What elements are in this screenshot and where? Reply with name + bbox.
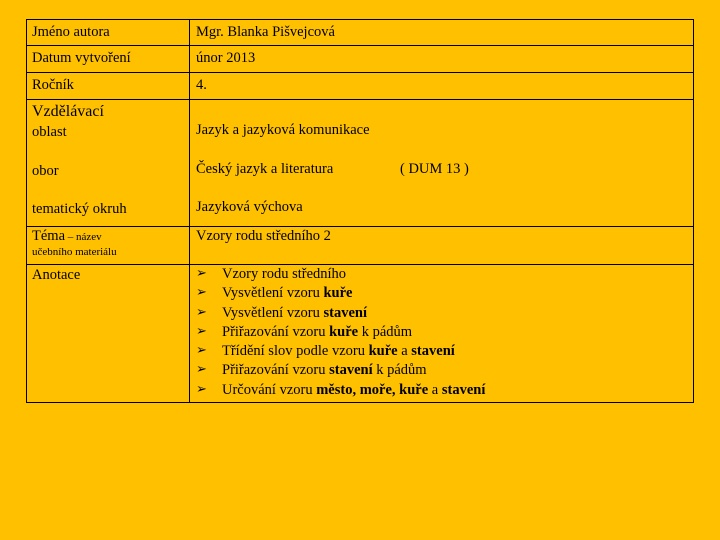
annotation-item-text	[222, 383, 485, 398]
topic-label	[32, 229, 102, 244]
annotation-item-part: k pádům	[358, 323, 413, 340]
annotation-item-text	[222, 306, 367, 321]
annotation-item-part: Přiřazování vzoru	[222, 323, 330, 340]
area-value: Jazyk a jazyková komunikace	[196, 122, 370, 138]
grade-label: Ročník	[32, 77, 74, 93]
annotation-item	[196, 306, 485, 325]
annotation-item-bold: kuře	[329, 323, 359, 340]
annotation-item	[196, 383, 485, 402]
topic-area-value: Jazyková výchova	[196, 199, 303, 215]
area-label-line1: Vzdělávací	[32, 103, 104, 120]
topic-label-main: Téma	[32, 228, 66, 244]
arrow-bullet-icon: ➢	[196, 381, 207, 397]
date-value: únor 2013	[196, 50, 256, 66]
annotation-item-bold: stavení	[329, 362, 373, 379]
annotation-item-bold: stavení	[441, 381, 486, 398]
field-label: obor	[32, 163, 59, 179]
annotation-item-text	[222, 286, 352, 301]
table-row-divider	[26, 264, 694, 265]
grade-value: 4.	[196, 77, 207, 93]
table-border-top	[26, 19, 694, 20]
date-label: Datum vytvoření	[32, 50, 131, 66]
dum-code: ( DUM 13 )	[400, 161, 469, 177]
table-row-divider	[26, 45, 694, 46]
field-value: Český jazyk a literatura	[196, 161, 334, 177]
annotation-item	[196, 286, 485, 305]
annotation-item-text	[222, 325, 412, 340]
annotation-label: Anotace	[32, 267, 81, 283]
topic-label-line2: učebního materiálu	[32, 246, 117, 258]
annotation-item-part: k pádům	[372, 362, 427, 379]
annotation-item-part: Určování vzoru	[222, 381, 317, 398]
arrow-bullet-icon: ➢	[196, 323, 207, 339]
table-row-divider	[26, 226, 694, 227]
topic-value: Vzory rodu středního 2	[196, 228, 331, 244]
table-border-bottom	[26, 402, 694, 403]
annotation-item-part: Vysvětlení vzoru	[222, 304, 324, 321]
arrow-bullet-icon: ➢	[196, 266, 207, 281]
annotation-item-text	[222, 267, 346, 282]
annotation-item-text	[222, 344, 455, 359]
arrow-bullet-icon: ➢	[196, 285, 207, 301]
annotation-list	[196, 267, 485, 402]
author-label: Jméno autora	[32, 24, 110, 40]
annotation-item-part: Třídění slov podle vzoru	[222, 343, 369, 360]
annotation-item-bold: stavení	[411, 343, 455, 360]
annotation-item-part: a	[397, 343, 412, 360]
topic-label-suffix: – název	[65, 231, 102, 243]
table-border-right	[693, 19, 694, 403]
annotation-item	[196, 363, 485, 382]
table-row-divider	[26, 99, 694, 100]
arrow-bullet-icon: ➢	[196, 343, 207, 359]
arrow-bullet-icon: ➢	[196, 362, 207, 378]
annotation-item-part: Vzory rodu středního	[222, 266, 347, 282]
arrow-bullet-icon: ➢	[196, 304, 207, 320]
table-border-left	[26, 19, 27, 403]
annotation-item-text	[222, 363, 427, 378]
annotation-item	[196, 267, 485, 286]
area-label-line2: oblast	[32, 124, 67, 140]
annotation-item	[196, 325, 485, 344]
annotation-item-part: Vysvětlení vzoru	[222, 285, 324, 302]
annotation-item-part: Přiřazování vzoru	[222, 362, 330, 379]
annotation-item-bold: stavení	[323, 304, 367, 321]
topic-area-label: tematický okruh	[32, 201, 127, 217]
annotation-item-bold: město, moře, kuře	[316, 381, 429, 398]
table-row-divider	[26, 72, 694, 73]
annotation-item-part: a	[428, 381, 442, 398]
annotation-item	[196, 344, 485, 363]
author-value: Mgr. Blanka Pišvejcová	[196, 24, 335, 40]
annotation-item-bold: kuře	[323, 285, 353, 302]
annotation-item-bold: kuře	[368, 343, 398, 360]
table-column-divider	[189, 19, 190, 403]
